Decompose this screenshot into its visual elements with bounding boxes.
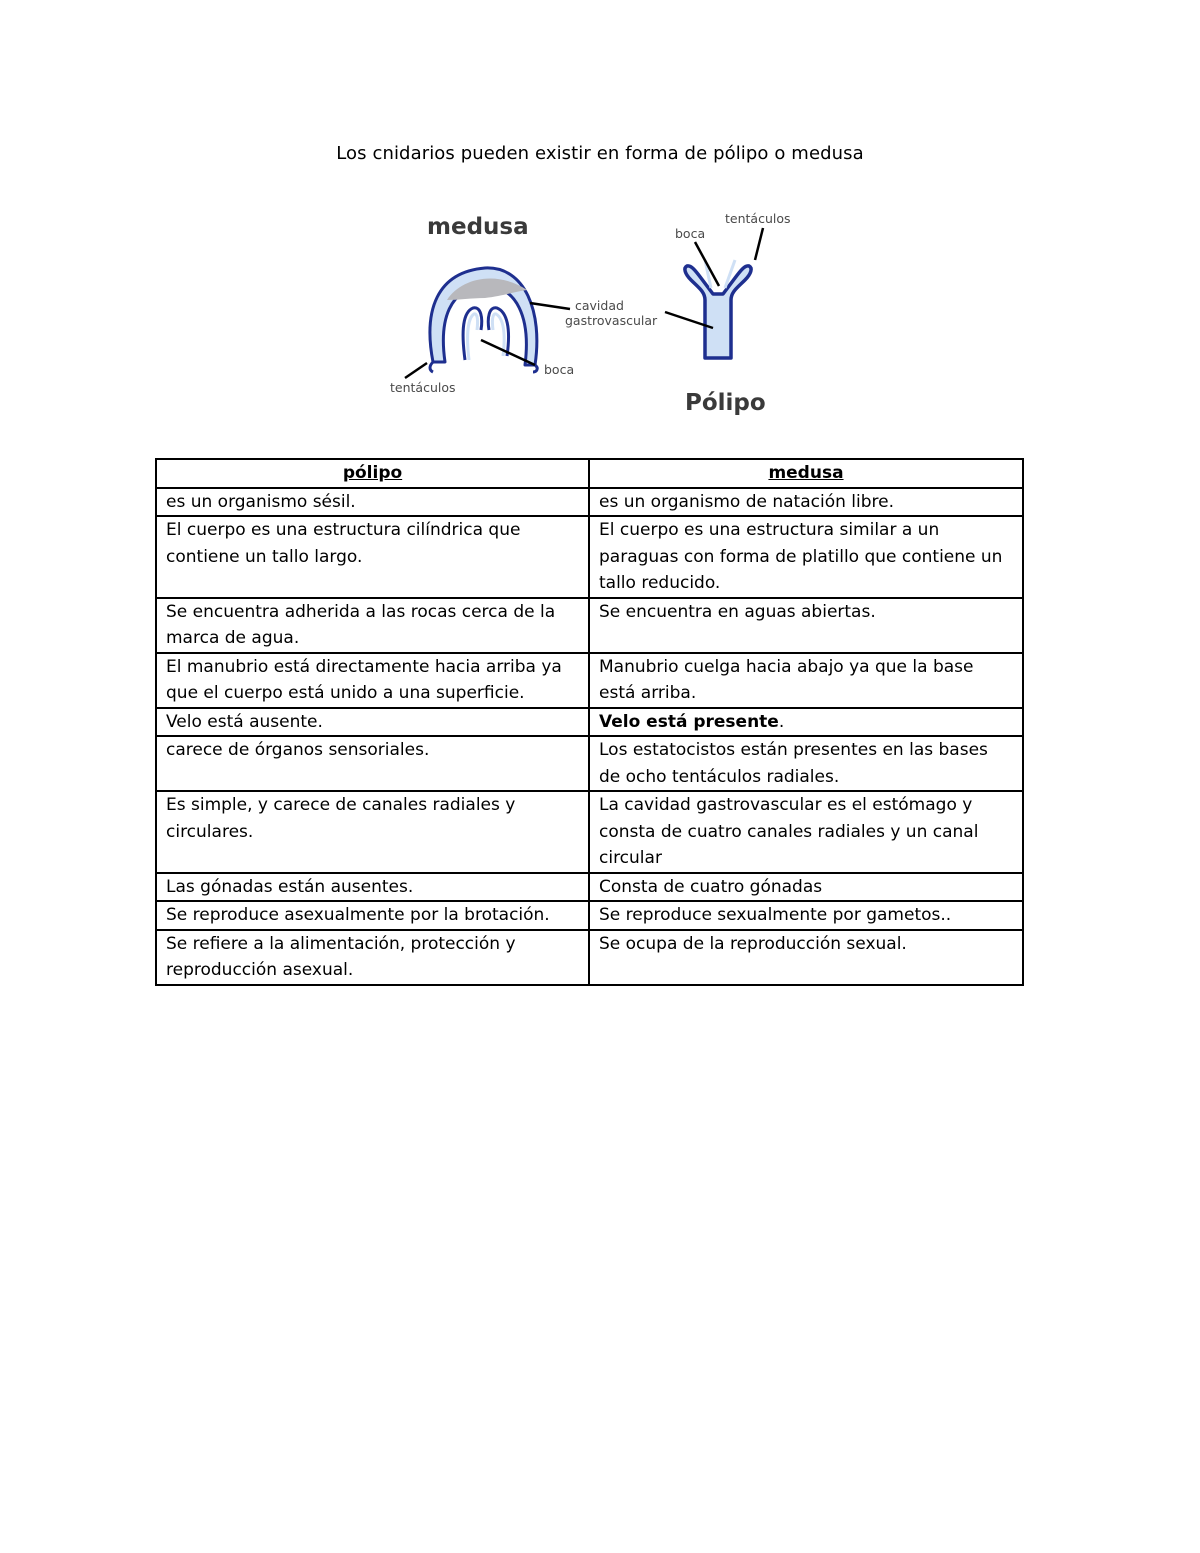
cell-polipo: es un organismo sésil. [156,488,589,517]
cell-medusa: Los estatocistos están presentes en las bases de ocho tentáculos radiales. [589,736,1023,791]
label-tentaculos-medusa: tentáculos [390,380,456,395]
label-boca-polipo: boca [675,226,706,241]
table-row [156,488,1023,517]
table-row [156,516,1023,598]
cell-medusa: Se ocupa de la reproducción sexual. [589,930,1023,985]
table-row [156,598,1023,653]
page-title: Los cnidarios pueden existir en forma de pólipo o medusa [336,143,864,164]
cell-medusa: El cuerpo es una estructura similar a un paraguas con forma de platillo que contiene un tallo reducido. [589,516,1023,598]
cell-polipo: carece de órganos sensoriales. [156,736,589,791]
cell-polipo: Las gónadas están ausentes. [156,873,589,902]
cnidarian-diagram-svg [385,200,805,425]
label-cavidad-2: gastrovascular [565,313,658,328]
cell-medusa: Se reproduce sexualmente por gametos.. [589,901,1023,930]
table-header-row [156,459,1023,488]
cell-polipo: Se encuentra adherida a las rocas cerca de la marca de agua. [156,598,589,653]
cell-polipo: Se refiere a la alimentación, protección y reproducción asexual. [156,930,589,985]
cell-medusa [589,708,1023,737]
table-row [156,736,1023,791]
cell-medusa-suffix: . [778,711,785,732]
cnidarian-diagram [385,200,805,425]
polipo-title: Pólipo [685,390,766,416]
table-row [156,873,1023,902]
cell-medusa: es un organismo de natación libre. [589,488,1023,517]
cell-medusa: Se encuentra en aguas abiertas. [589,598,1023,653]
cell-polipo: Es simple, y carece de canales radiales y circulares. [156,791,589,873]
table-row [156,791,1023,873]
comparison-table [155,458,1024,986]
label-cavidad-1: cavidad [575,298,624,313]
medusa-title: medusa [427,214,529,240]
cell-polipo: Se reproduce asexualmente por la brotación. [156,901,589,930]
cell-polipo: El cuerpo es una estructura cilíndrica que contiene un tallo largo. [156,516,589,598]
cell-polipo: Velo está ausente. [156,708,589,737]
cell-medusa-bold: Velo está presente [599,711,779,732]
table-row [156,653,1023,708]
table-row [156,708,1023,737]
header-polipo: pólipo [156,459,589,488]
label-tentaculos-polipo: tentáculos [725,211,791,226]
header-medusa: medusa [589,459,1023,488]
table-row [156,901,1023,930]
table-row [156,930,1023,985]
medusa-drawing [430,268,537,372]
label-boca-medusa: boca [544,362,575,377]
cell-polipo: El manubrio está directamente hacia arriba ya que el cuerpo está unido a una superficie. [156,653,589,708]
polipo-drawing [685,260,751,358]
cell-medusa: Manubrio cuelga hacia abajo ya que la base está arriba. [589,653,1023,708]
cell-medusa: Consta de cuatro gónadas [589,873,1023,902]
cell-medusa: La cavidad gastrovascular es el estómago y consta de cuatro canales radiales y un canal circular [589,791,1023,873]
